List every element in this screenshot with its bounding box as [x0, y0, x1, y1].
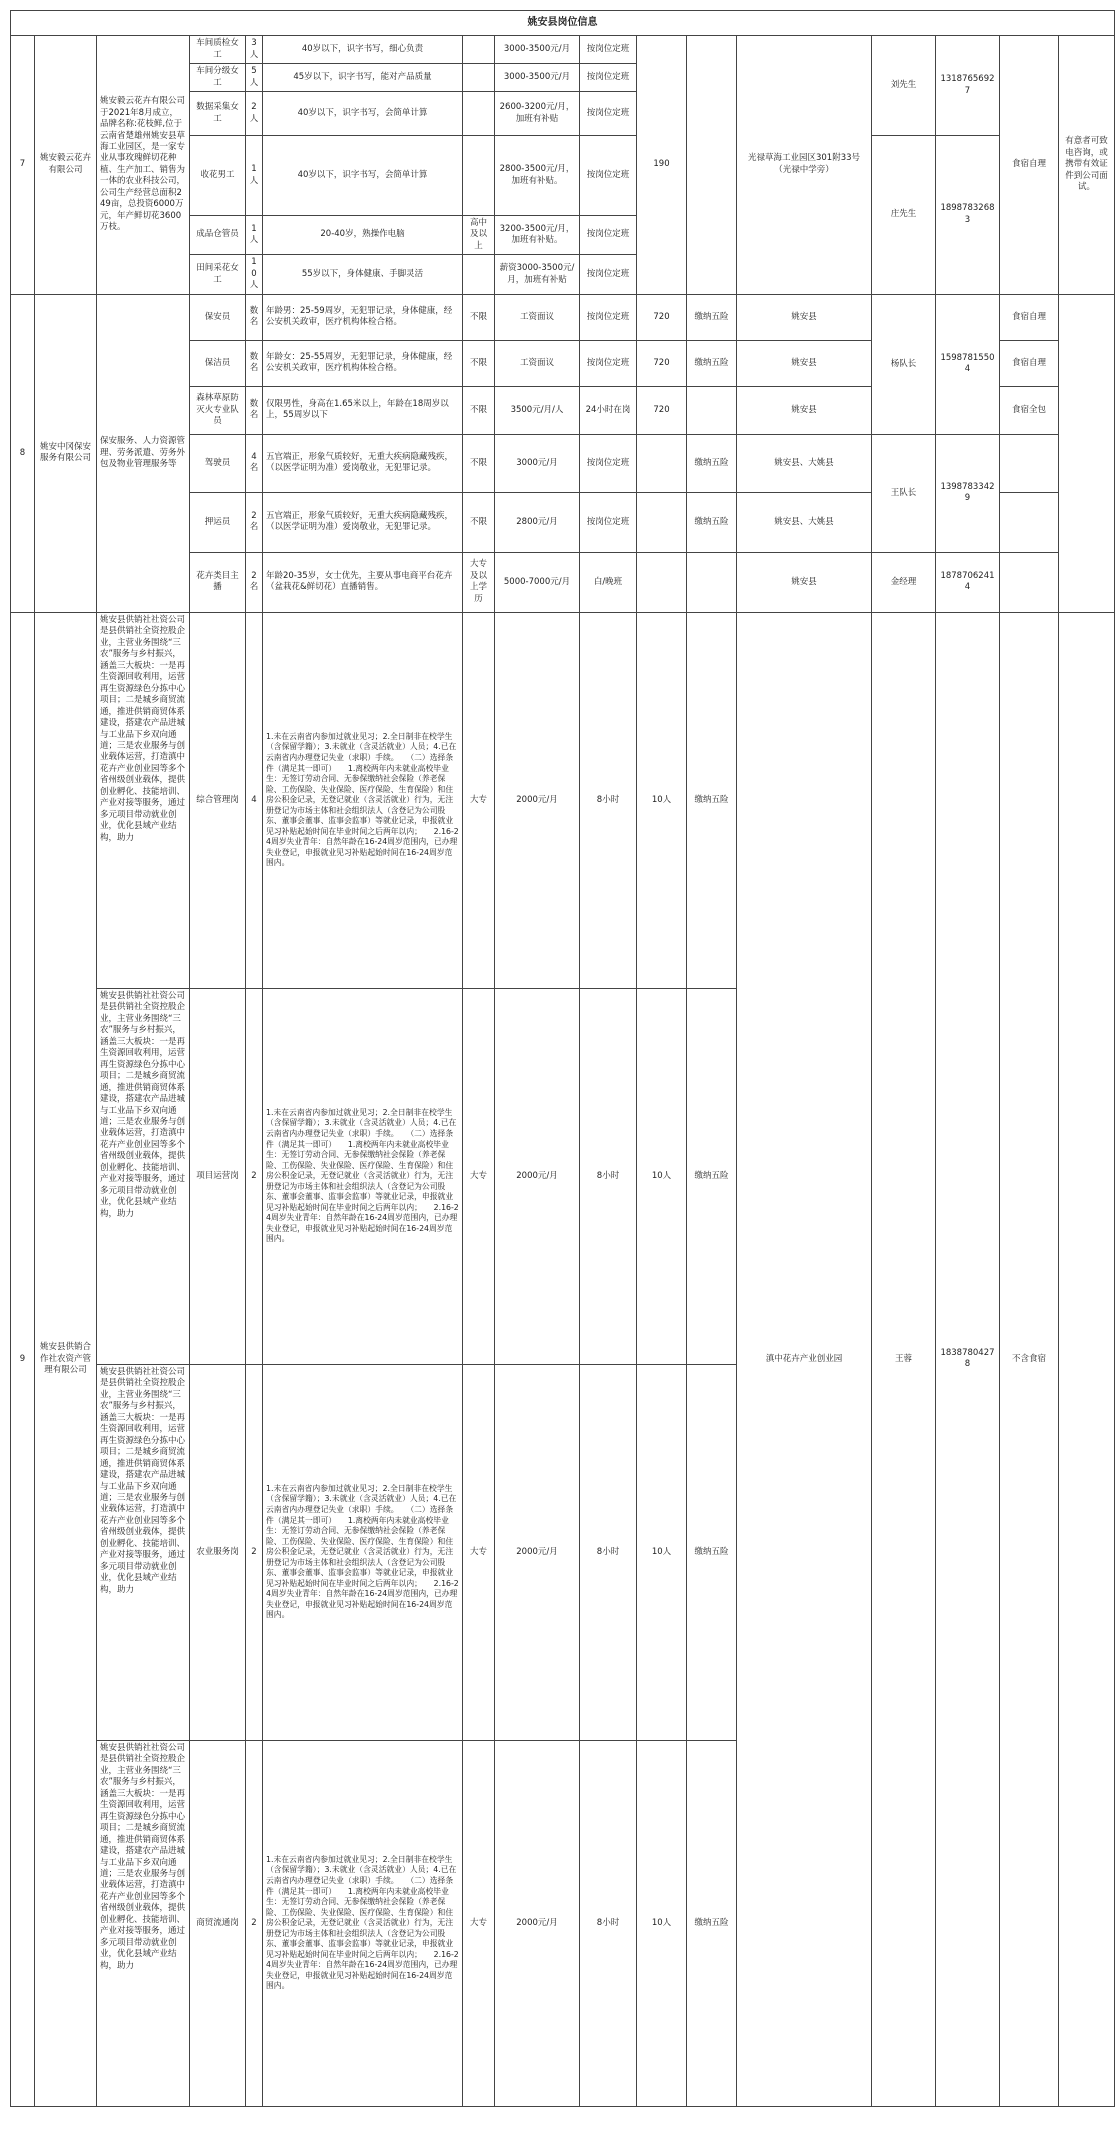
- contact-person: 杨队长: [872, 294, 936, 434]
- welfare: 食宿自理: [1000, 36, 1059, 295]
- insurance: 缴纳五险: [687, 434, 737, 492]
- company-name: 姚安毅云花卉有限公司: [35, 36, 97, 295]
- job-count: 4名: [246, 434, 263, 492]
- work-time: 按岗位定班: [580, 64, 637, 92]
- total-demand: 720: [637, 340, 687, 386]
- welfare: [1000, 492, 1059, 552]
- remark: [1059, 294, 1115, 612]
- education: 大专: [463, 1740, 495, 2106]
- job-requirement: 40岁以下，识字书写，会简单计算: [263, 92, 463, 136]
- total-demand: 190: [637, 36, 687, 295]
- job-count: 2名: [246, 492, 263, 552]
- work-time: 8小时: [580, 1740, 637, 2106]
- job-requirement: 40岁以下，识字书写，会简单计算: [263, 136, 463, 216]
- salary: 工资面议: [495, 340, 580, 386]
- job-table: [10, 10, 1115, 2107]
- job-requirement: 年龄男：25-59周岁，无犯罪记录，身体健康，经公安机关政审，医疗机构体检合格。: [263, 294, 463, 340]
- contact-person: 王蓉: [872, 612, 936, 2106]
- education: 不限: [463, 340, 495, 386]
- job-requirement: 45岁以下，识字书写，能对产品质量: [263, 64, 463, 92]
- job-name: 保洁员: [190, 340, 246, 386]
- insurance: [687, 36, 737, 295]
- insurance: 缴纳五险: [687, 612, 737, 988]
- education: 大专: [463, 612, 495, 988]
- job-count: 1人: [246, 216, 263, 255]
- row-number: 9: [11, 612, 35, 2106]
- job-requirement: 1.未在云南省内参加过就业见习；2.全日制非在校学生（含保留学籍）；3.未就业（含灵活就业）人员；4.已在云南省内办理登记失业（求职）手续。 （二）选择条件（满足其一即可） 1.离校两年内未就业高校毕业生：无签订劳动合同、无参保缴纳社会保险（养老保险、工伤保险、失业保险、医疗保险、生育保险）和住房公积金记录，无登记就业（含灵活就业）行为，无注册登记为市场主体和社会组织法人（含登记为公司股东、董事会董事、监事会监事）等就业记录，申报就业见习补贴起始时间在毕业时间之后两年以内； 2.16-24周岁失业青年：自然年龄在16-24周岁范围内，已办理失业登记，申报就业见习补贴起始时间在16-24周岁范围内。: [263, 1364, 463, 1740]
- job-count: 2人: [246, 92, 263, 136]
- work-address: 姚安县、大姚县: [737, 434, 872, 492]
- job-requirement: 1.未在云南省内参加过就业见习；2.全日制非在校学生（含保留学籍）；3.未就业（含灵活就业）人员；4.已在云南省内办理登记失业（求职）手续。 （二）选择条件（满足其一即可） 1.离校两年内未就业高校毕业生：无签订劳动合同、无参保缴纳社会保险（养老保险、工伤保险、失业保险、医疗保险、生育保险）和住房公积金记录，无登记就业（含灵活就业）行为，无注册登记为市场主体和社会组织法人（含登记为公司股东、董事会董事、监事会监事）等就业记录，申报就业见习补贴起始时间在毕业时间之后两年以内； 2.16-24周岁失业青年：自然年龄在16-24周岁范围内，已办理失业登记，申报就业见习补贴起始时间在16-24周岁范围内。: [263, 612, 463, 988]
- company-intro: 姚安毅云花卉有限公司于2021年8月成立，品牌名称:花枝鲜,位于云南省楚雄州姚安县草海工业园区，是一家专业从事玫瑰鲜切花种植、生产加工、销售为一体的农业科技公司，公司生产经营总面积249亩，总投资6000万元，年产鲜切花3600万枝。: [97, 36, 190, 295]
- total-demand: 720: [637, 386, 687, 434]
- job-count: 2: [246, 1364, 263, 1740]
- salary: 3500元/月/人: [495, 386, 580, 434]
- job-name: 综合管理岗: [190, 612, 246, 988]
- salary: 2000元/月: [495, 988, 580, 1364]
- job-name: 押运员: [190, 492, 246, 552]
- insurance: [687, 386, 737, 434]
- job-name: 车间质检女工: [190, 36, 246, 64]
- salary: 2800元/月: [495, 492, 580, 552]
- job-count: 1人: [246, 136, 263, 216]
- insurance: 缴纳五险: [687, 492, 737, 552]
- job-count: 数名: [246, 386, 263, 434]
- job-count: 数名: [246, 340, 263, 386]
- welfare: [1000, 434, 1059, 492]
- total-demand: [637, 552, 687, 612]
- contact-phone: 18987832683: [936, 136, 1000, 295]
- work-address: 姚安县: [737, 294, 872, 340]
- salary: 3200-3500元/月，加班有补贴。: [495, 216, 580, 255]
- education: 不限: [463, 294, 495, 340]
- company-intro: 姚安县供销社社资公司是县供销社全资控股企业，主营业务围绕“三农”服务与乡村振兴，涵盖三大板块：一是再生资源回收利用，运营再生资源绿色分拣中心项目；二是城乡商贸流通，推进供销商贸体系建设，搭建农产品进城与工业品下乡双向通道；三是农业服务与创业载体运营，打造滇中花卉产业创业园等多个省州级创业载体，提供创业孵化、技能培训、产业对接等服务，通过多元项目带动就业创业，优化县域产业结构，助力: [97, 1740, 190, 2106]
- welfare: 不含食宿: [1000, 612, 1059, 2106]
- contact-person: 金经理: [872, 552, 936, 612]
- job-name: 驾驶员: [190, 434, 246, 492]
- salary: 2800-3500元/月，加班有补贴。: [495, 136, 580, 216]
- job-count: 2: [246, 988, 263, 1364]
- job-name: 商贸流通岗: [190, 1740, 246, 2106]
- job-requirement: 20-40岁，熟操作电脑: [263, 216, 463, 255]
- total-demand: 10人: [637, 1364, 687, 1740]
- work-time: 按岗位定班: [580, 255, 637, 294]
- work-time: 按岗位定班: [580, 92, 637, 136]
- job-count: 2: [246, 1740, 263, 2106]
- work-address: 滇中花卉产业创业园: [737, 612, 872, 2106]
- total-demand: 10人: [637, 1740, 687, 2106]
- table-row: [11, 36, 1115, 64]
- remark: 有意者可致电咨询，或携带有效证件到公司面试。: [1059, 36, 1115, 295]
- job-count: 10人: [246, 255, 263, 294]
- work-time: 白/晚班: [580, 552, 637, 612]
- work-time: 按岗位定班: [580, 492, 637, 552]
- work-time: 按岗位定班: [580, 434, 637, 492]
- education: [463, 255, 495, 294]
- job-requirement: 五官端正，形象气质较好，无重大疾病隐藏残疾，（以医学证明为准）爱岗敬业，无犯罪记录。: [263, 492, 463, 552]
- work-time: 8小时: [580, 1364, 637, 1740]
- job-name: 森林草原防灭火专业队员: [190, 386, 246, 434]
- work-address: 姚安县: [737, 386, 872, 434]
- salary: 3000-3500元/月: [495, 64, 580, 92]
- salary: 3000元/月: [495, 434, 580, 492]
- job-count: 2名: [246, 552, 263, 612]
- work-address: 姚安县: [737, 552, 872, 612]
- table-row: [11, 294, 1115, 340]
- salary: 2000元/月: [495, 1364, 580, 1740]
- contact-phone: 18387804278: [936, 612, 1000, 2106]
- job-count: 5人: [246, 64, 263, 92]
- job-requirement: 40岁以下，识字书写，细心负责: [263, 36, 463, 64]
- job-requirement: 1.未在云南省内参加过就业见习；2.全日制非在校学生（含保留学籍）；3.未就业（含灵活就业）人员；4.已在云南省内办理登记失业（求职）手续。 （二）选择条件（满足其一即可） 1.离校两年内未就业高校毕业生：无签订劳动合同、无参保缴纳社会保险（养老保险、工伤保险、失业保险、医疗保险、生育保险）和住房公积金记录，无登记就业（含灵活就业）行为，无注册登记为市场主体和社会组织法人（含登记为公司股东、董事会董事、监事会监事）等就业记录，申报就业见习补贴起始时间在毕业时间之后两年以内； 2.16-24周岁失业青年：自然年龄在16-24周岁范围内，已办理失业登记，申报就业见习补贴起始时间在16-24周岁范围内。: [263, 988, 463, 1364]
- job-name: 保安员: [190, 294, 246, 340]
- work-time: 按岗位定班: [580, 340, 637, 386]
- welfare: [1000, 552, 1059, 612]
- work-time: 8小时: [580, 612, 637, 988]
- remark: [1059, 612, 1115, 2106]
- contact-person: 庄先生: [872, 136, 936, 295]
- row-number: 8: [11, 294, 35, 612]
- education: [463, 64, 495, 92]
- company-intro: 保安服务、人力资源管理、劳务派遣、劳务外包及物业管理服务等: [97, 294, 190, 612]
- total-demand: 10人: [637, 988, 687, 1364]
- table-row: [11, 612, 1115, 988]
- job-name: 项目运营岗: [190, 988, 246, 1364]
- company-name: 姚安县供销合作社农资产管理有限公司: [35, 612, 97, 2106]
- education: 不限: [463, 434, 495, 492]
- total-demand: 720: [637, 294, 687, 340]
- job-name: 花卉类目主播: [190, 552, 246, 612]
- job-name: 田间采花女工: [190, 255, 246, 294]
- job-name: 农业服务岗: [190, 1364, 246, 1740]
- education: 大专: [463, 1364, 495, 1740]
- job-count: 4: [246, 612, 263, 988]
- work-time: 按岗位定班: [580, 216, 637, 255]
- salary: 工资面议: [495, 294, 580, 340]
- work-time: 按岗位定班: [580, 36, 637, 64]
- salary: 5000-7000元/月: [495, 552, 580, 612]
- job-name: 成品仓管员: [190, 216, 246, 255]
- job-requirement: 五官端正，形象气质较好，无重大疾病隐藏残疾，（以医学证明为准）爱岗敬业，无犯罪记录。: [263, 434, 463, 492]
- contact-phone: 18787062414: [936, 552, 1000, 612]
- job-name: 数据采集女工: [190, 92, 246, 136]
- company-name: 姚安中冈保安服务有限公司: [35, 294, 97, 612]
- job-requirement: 55岁以下，身体健康、手脚灵活: [263, 255, 463, 294]
- insurance: 缴纳五险: [687, 988, 737, 1364]
- education: 大专: [463, 988, 495, 1364]
- company-intro: 姚安县供销社社资公司是县供销社全资控股企业，主营业务围绕“三农”服务与乡村振兴，涵盖三大板块：一是再生资源回收利用，运营再生资源绿色分拣中心项目；二是城乡商贸流通，推进供销商贸体系建设，搭建农产品进城与工业品下乡双向通道；三是农业服务与创业载体运营，打造滇中花卉产业创业园等多个省州级创业载体，提供创业孵化、技能培训、产业对接等服务，通过多元项目带动就业创业，优化县域产业结构，助力: [97, 612, 190, 988]
- table-title: 姚安县岗位信息: [11, 11, 1115, 36]
- work-time: 24小时在岗: [580, 386, 637, 434]
- salary: 3000-3500元/月: [495, 36, 580, 64]
- education: 不限: [463, 492, 495, 552]
- job-requirement: 年龄女：25-55周岁，无犯罪记录，身体健康，经公安机关政审，医疗机构体检合格。: [263, 340, 463, 386]
- insurance: 缴纳五险: [687, 340, 737, 386]
- welfare: 食宿全包: [1000, 386, 1059, 434]
- company-intro: 姚安县供销社社资公司是县供销社全资控股企业，主营业务围绕“三农”服务与乡村振兴，涵盖三大板块：一是再生资源回收利用，运营再生资源绿色分拣中心项目；二是城乡商贸流通，推进供销商贸体系建设，搭建农产品进城与工业品下乡双向通道；三是农业服务与创业载体运营，打造滇中花卉产业创业园等多个省州级创业载体，提供创业孵化、技能培训、产业对接等服务，通过多元项目带动就业创业，优化县域产业结构，助力: [97, 988, 190, 1364]
- welfare: 食宿自理: [1000, 340, 1059, 386]
- company-intro: 姚安县供销社社资公司是县供销社全资控股企业，主营业务围绕“三农”服务与乡村振兴，涵盖三大板块：一是再生资源回收利用，运营再生资源绿色分拣中心项目；二是城乡商贸流通，推进供销商贸体系建设，搭建农产品进城与工业品下乡双向通道；三是农业服务与创业载体运营，打造滇中花卉产业创业园等多个省州级创业载体，提供创业孵化、技能培训、产业对接等服务，通过多元项目带动就业创业，优化县域产业结构，助力: [97, 1364, 190, 1740]
- insurance: [687, 552, 737, 612]
- contact-phone: 13987833429: [936, 434, 1000, 552]
- total-demand: [637, 434, 687, 492]
- contact-person: 王队长: [872, 434, 936, 552]
- work-time: 按岗位定班: [580, 294, 637, 340]
- contact-phone: 15987815504: [936, 294, 1000, 434]
- insurance: 缴纳五险: [687, 1740, 737, 2106]
- total-demand: [637, 492, 687, 552]
- insurance: 缴纳五险: [687, 1364, 737, 1740]
- work-address: 光禄草海工业园区301附33号（光禄中学旁）: [737, 36, 872, 295]
- job-requirement: 仅限男性，身高在1.65米以上，年龄在18周岁以上，55周岁以下: [263, 386, 463, 434]
- job-count: 数名: [246, 294, 263, 340]
- job-requirement: 1.未在云南省内参加过就业见习；2.全日制非在校学生（含保留学籍）；3.未就业（含灵活就业）人员；4.已在云南省内办理登记失业（求职）手续。 （二）选择条件（满足其一即可） 1.离校两年内未就业高校毕业生：无签订劳动合同、无参保缴纳社会保险（养老保险、工伤保险、失业保险、医疗保险、生育保险）和住房公积金记录，无登记就业（含灵活就业）行为，无注册登记为市场主体和社会组织法人（含登记为公司股东、董事会董事、监事会监事）等就业记录，申报就业见习补贴起始时间在毕业时间之后两年以内； 2.16-24周岁失业青年：自然年龄在16-24周岁范围内，已办理失业登记，申报就业见习补贴起始时间在16-24周岁范围内。: [263, 1740, 463, 2106]
- salary: 薪资3000-3500元/月，加班有补贴: [495, 255, 580, 294]
- contact-person: 刘先生: [872, 36, 936, 136]
- row-number: 7: [11, 36, 35, 295]
- work-time: 8小时: [580, 988, 637, 1364]
- job-count: 3人: [246, 36, 263, 64]
- contact-phone: 13187656927: [936, 36, 1000, 136]
- work-time: 按岗位定班: [580, 136, 637, 216]
- education: [463, 92, 495, 136]
- education: [463, 136, 495, 216]
- salary: 2000元/月: [495, 1740, 580, 2106]
- education: 高中及以上: [463, 216, 495, 255]
- insurance: 缴纳五险: [687, 294, 737, 340]
- welfare: 食宿自理: [1000, 294, 1059, 340]
- job-requirement: 年龄20-35岁，女士优先，主要从事电商平台花卉（盆栽花&鲜切花）直播销售。: [263, 552, 463, 612]
- salary: 2000元/月: [495, 612, 580, 988]
- work-address: 姚安县: [737, 340, 872, 386]
- job-name: 收花男工: [190, 136, 246, 216]
- work-address: 姚安县、大姚县: [737, 492, 872, 552]
- job-name: 车间分级女工: [190, 64, 246, 92]
- salary: 2600-3200元/月，加班有补贴: [495, 92, 580, 136]
- total-demand: 10人: [637, 612, 687, 988]
- education: 不限: [463, 386, 495, 434]
- education: 大专及以上学历: [463, 552, 495, 612]
- education: [463, 36, 495, 64]
